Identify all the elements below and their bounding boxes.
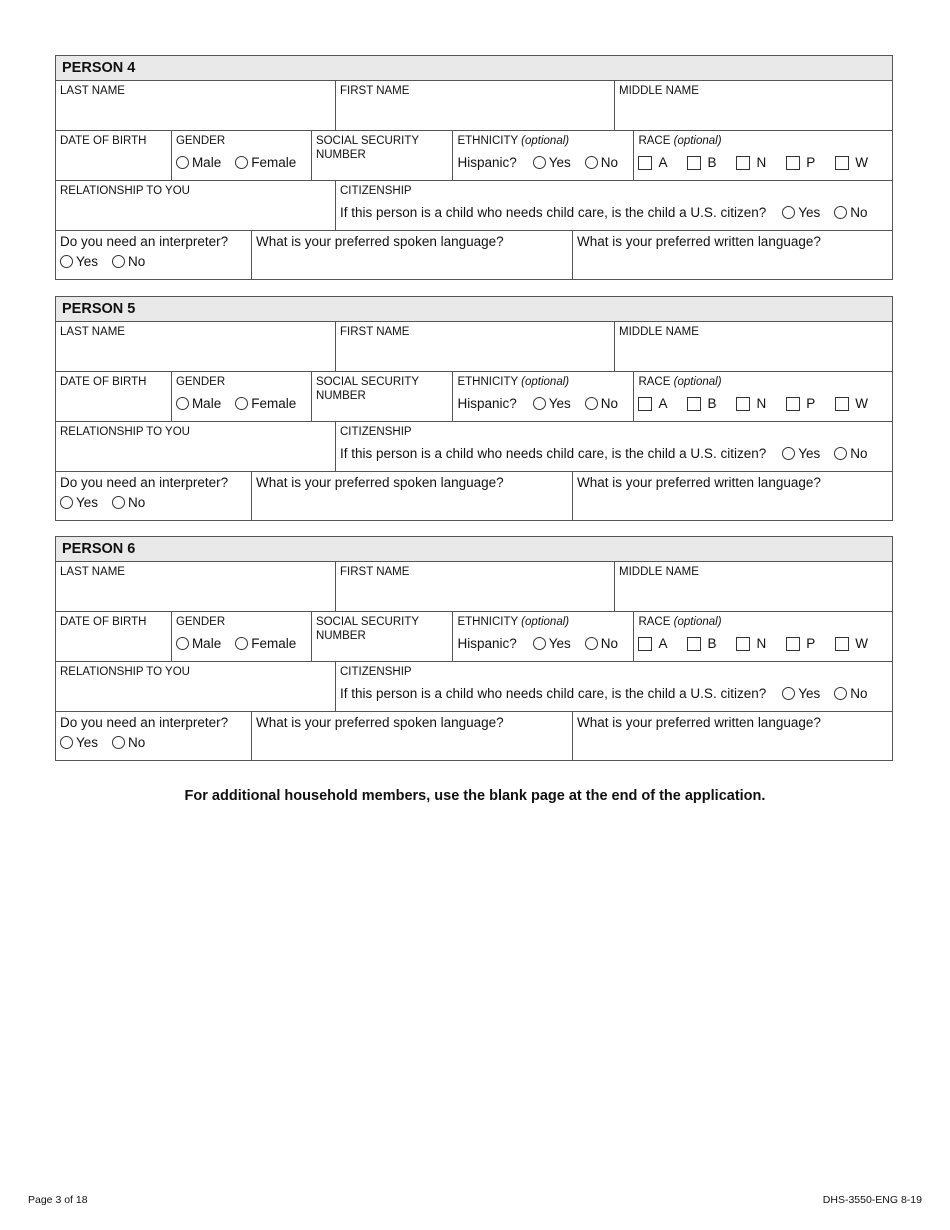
radio-icon[interactable] — [60, 255, 73, 268]
checkbox-icon[interactable] — [687, 156, 701, 170]
radio-icon[interactable] — [176, 156, 189, 169]
relationship-field[interactable] — [56, 422, 336, 471]
race-n-label: N — [756, 155, 767, 170]
written-language-field[interactable] — [573, 472, 892, 520]
race-option-b[interactable] — [687, 155, 716, 170]
ethnicity-label: ETHNICITY (optional) — [457, 135, 570, 147]
no-label: No — [600, 396, 619, 411]
radio-icon[interactable] — [533, 156, 546, 169]
radio-icon[interactable] — [834, 687, 847, 700]
gender-male-option[interactable] — [176, 155, 221, 170]
race-option-p[interactable] — [786, 396, 815, 411]
form-code: DHS-3550-ENG 8-19 — [822, 1194, 922, 1206]
race-option-a[interactable] — [638, 396, 667, 411]
hispanic-question: Hispanic? — [457, 396, 517, 411]
yes-label: Yes — [548, 155, 571, 170]
race-option-n[interactable] — [736, 155, 766, 170]
radio-icon[interactable] — [533, 637, 546, 650]
gender-female-label: Female — [251, 155, 297, 170]
spoken-language-question: What is your preferred spoken language? — [256, 715, 504, 730]
first-name-label: FIRST NAME — [340, 85, 410, 97]
radio-icon[interactable] — [176, 637, 189, 650]
race-option-w[interactable] — [835, 155, 868, 170]
radio-icon[interactable] — [60, 496, 73, 509]
interpreter-no-option[interactable] — [112, 254, 145, 269]
interpreter-yes-option[interactable] — [60, 735, 98, 750]
radio-icon[interactable] — [782, 206, 795, 219]
middle-name-label: MIDDLE NAME — [619, 85, 699, 97]
person-6-section — [55, 536, 893, 761]
race-label: RACE (optional) — [638, 616, 722, 628]
hispanic-yes-option[interactable] — [533, 396, 571, 411]
radio-icon[interactable] — [60, 736, 73, 749]
citizen-yes-option[interactable] — [782, 446, 820, 461]
checkbox-icon[interactable] — [736, 397, 750, 411]
gender-label: GENDER — [175, 376, 226, 388]
gender-field — [172, 612, 312, 661]
ethnicity-field — [453, 372, 634, 421]
citizen-no-option[interactable] — [834, 686, 867, 701]
spoken-language-field[interactable] — [252, 712, 573, 760]
ssn-label: SOCIAL SECURITY NUMBER — [315, 135, 419, 161]
relationship-label: RELATIONSHIP TO YOU — [60, 185, 190, 197]
race-a-label: A — [658, 396, 668, 411]
citizenship-question: If this person is a child who needs child care, is the child a U.S. citizen? — [340, 686, 767, 701]
interpreter-field — [56, 472, 252, 520]
gender-field — [172, 372, 312, 421]
interpreter-field — [56, 712, 252, 760]
race-option-b[interactable] — [687, 636, 716, 651]
additional-members-note: For additional household members, use the blank page at the end of the application. — [184, 788, 766, 804]
first-name-label: FIRST NAME — [340, 326, 410, 338]
radio-icon[interactable] — [782, 447, 795, 460]
middle-name-field[interactable] — [615, 81, 892, 130]
spoken-language-field[interactable] — [252, 472, 573, 520]
person-4-section — [55, 55, 893, 280]
ssn-field[interactable] — [312, 131, 454, 180]
gender-male-option[interactable] — [176, 636, 221, 651]
radio-icon[interactable] — [112, 736, 125, 749]
yes-label: Yes — [548, 636, 571, 651]
checkbox-icon[interactable] — [786, 637, 800, 651]
radio-icon[interactable] — [112, 496, 125, 509]
race-option-n[interactable] — [736, 636, 766, 651]
interpreter-no-option[interactable] — [112, 735, 145, 750]
race-p-label: P — [806, 396, 816, 411]
citizen-no-option[interactable] — [834, 446, 867, 461]
written-language-field[interactable] — [573, 712, 892, 760]
checkbox-icon[interactable] — [638, 637, 652, 651]
race-option-w[interactable] — [835, 636, 868, 651]
relationship-field[interactable] — [56, 662, 336, 711]
dob-field[interactable] — [56, 372, 172, 421]
race-option-p[interactable] — [786, 155, 815, 170]
no-label: No — [128, 495, 146, 510]
middle-name-field[interactable] — [615, 322, 892, 371]
radio-icon[interactable] — [834, 447, 847, 460]
yes-label: Yes — [798, 205, 821, 220]
dob-field[interactable] — [56, 612, 172, 661]
interpreter-no-option[interactable] — [112, 495, 145, 510]
gender-female-label: Female — [251, 636, 297, 651]
race-field — [634, 131, 892, 180]
hispanic-question: Hispanic? — [457, 636, 517, 651]
race-n-label: N — [756, 636, 767, 651]
hispanic-no-option[interactable] — [585, 155, 618, 170]
gender-male-label: Male — [191, 155, 222, 170]
last-name-field[interactable] — [56, 562, 336, 611]
citizenship-label: CITIZENSHIP — [340, 185, 412, 197]
gender-female-option[interactable] — [235, 155, 296, 170]
radio-icon[interactable] — [533, 397, 546, 410]
race-a-label: A — [658, 636, 668, 651]
checkbox-icon[interactable] — [736, 156, 750, 170]
first-name-field[interactable] — [336, 81, 615, 130]
citizenship-question: If this person is a child who needs child care, is the child a U.S. citizen? — [340, 205, 767, 220]
no-label: No — [600, 155, 619, 170]
checkbox-icon[interactable] — [835, 637, 849, 651]
radio-icon[interactable] — [235, 156, 248, 169]
citizenship-label: CITIZENSHIP — [340, 426, 412, 438]
race-option-p[interactable] — [786, 636, 815, 651]
spoken-language-question: What is your preferred spoken language? — [256, 475, 504, 490]
race-p-label: P — [806, 155, 816, 170]
last-name-label: LAST NAME — [60, 566, 125, 578]
spoken-language-question: What is your preferred spoken language? — [256, 234, 504, 249]
first-name-field[interactable] — [336, 322, 615, 371]
citizen-no-option[interactable] — [834, 205, 867, 220]
ssn-field[interactable] — [312, 612, 454, 661]
dob-field[interactable] — [56, 131, 172, 180]
dob-label: DATE OF BIRTH — [60, 616, 147, 628]
gender-female-option[interactable] — [235, 636, 296, 651]
checkbox-icon[interactable] — [687, 397, 701, 411]
checkbox-icon[interactable] — [835, 156, 849, 170]
written-language-question: What is your preferred written language? — [577, 715, 821, 730]
interpreter-question: Do you need an interpreter? — [60, 234, 229, 249]
checkbox-icon[interactable] — [638, 156, 652, 170]
race-w-label: W — [855, 155, 868, 170]
yes-label: Yes — [798, 446, 821, 461]
interpreter-yes-option[interactable] — [60, 254, 98, 269]
gender-male-label: Male — [191, 636, 222, 651]
ethnicity-field — [453, 131, 634, 180]
dob-label: DATE OF BIRTH — [60, 135, 147, 147]
race-p-label: P — [806, 636, 816, 651]
no-label: No — [128, 735, 146, 750]
radio-icon[interactable] — [585, 637, 598, 650]
ethnicity-label: ETHNICITY (optional) — [457, 376, 570, 388]
race-w-label: W — [855, 636, 868, 651]
ssn-field[interactable] — [312, 372, 454, 421]
radio-icon[interactable] — [834, 206, 847, 219]
person-5-section — [55, 296, 893, 521]
race-option-a[interactable] — [638, 155, 667, 170]
hispanic-no-option[interactable] — [585, 396, 618, 411]
interpreter-question: Do you need an interpreter? — [60, 715, 229, 730]
citizenship-field — [336, 662, 892, 711]
race-a-label: A — [658, 155, 668, 170]
middle-name-label: MIDDLE NAME — [619, 326, 699, 338]
race-n-label: N — [756, 396, 767, 411]
checkbox-icon[interactable] — [736, 637, 750, 651]
yes-label: Yes — [76, 735, 99, 750]
checkbox-icon[interactable] — [687, 637, 701, 651]
yes-label: Yes — [76, 495, 99, 510]
spoken-language-field[interactable] — [252, 231, 573, 279]
radio-icon[interactable] — [235, 397, 248, 410]
no-label: No — [850, 205, 868, 220]
interpreter-question: Do you need an interpreter? — [60, 475, 229, 490]
gender-field — [172, 131, 312, 180]
person-title: PERSON 5 — [56, 297, 892, 322]
checkbox-icon[interactable] — [835, 397, 849, 411]
last-name-field[interactable] — [56, 322, 336, 371]
middle-name-field[interactable] — [615, 562, 892, 611]
race-w-label: W — [855, 396, 868, 411]
gender-female-label: Female — [251, 396, 297, 411]
radio-icon[interactable] — [782, 687, 795, 700]
no-label: No — [850, 686, 868, 701]
gender-label: GENDER — [175, 135, 226, 147]
ssn-label: SOCIAL SECURITY NUMBER — [315, 616, 419, 642]
radio-icon[interactable] — [176, 397, 189, 410]
yes-label: Yes — [548, 396, 571, 411]
yes-label: Yes — [798, 686, 821, 701]
middle-name-label: MIDDLE NAME — [619, 566, 699, 578]
person-title: PERSON 4 — [56, 56, 892, 81]
relationship-field[interactable] — [56, 181, 336, 230]
ethnicity-field — [453, 612, 634, 661]
last-name-label: LAST NAME — [60, 326, 125, 338]
written-language-question: What is your preferred written language? — [577, 475, 821, 490]
gender-label: GENDER — [175, 616, 226, 628]
ssn-label: SOCIAL SECURITY NUMBER — [315, 376, 419, 402]
radio-icon[interactable] — [112, 255, 125, 268]
citizen-yes-option[interactable] — [782, 205, 820, 220]
hispanic-yes-option[interactable] — [533, 636, 571, 651]
hispanic-yes-option[interactable] — [533, 155, 571, 170]
race-option-n[interactable] — [736, 396, 766, 411]
radio-icon[interactable] — [585, 397, 598, 410]
race-b-label: B — [707, 396, 717, 411]
checkbox-icon[interactable] — [786, 397, 800, 411]
citizenship-field — [336, 422, 892, 471]
race-option-b[interactable] — [687, 396, 716, 411]
citizen-yes-option[interactable] — [782, 686, 820, 701]
yes-label: Yes — [76, 254, 99, 269]
checkbox-icon[interactable] — [638, 397, 652, 411]
citizenship-field — [336, 181, 892, 230]
race-label: RACE (optional) — [638, 135, 722, 147]
dob-label: DATE OF BIRTH — [60, 376, 147, 388]
interpreter-field — [56, 231, 252, 279]
race-b-label: B — [707, 636, 717, 651]
citizenship-question: If this person is a child who needs child care, is the child a U.S. citizen? — [340, 446, 767, 461]
race-field — [634, 372, 892, 421]
race-b-label: B — [707, 155, 717, 170]
citizenship-label: CITIZENSHIP — [340, 666, 412, 678]
first-name-label: FIRST NAME — [340, 566, 410, 578]
hispanic-no-option[interactable] — [585, 636, 618, 651]
checkbox-icon[interactable] — [786, 156, 800, 170]
page-number: Page 3 of 18 — [28, 1194, 88, 1206]
written-language-field[interactable] — [573, 231, 892, 279]
relationship-label: RELATIONSHIP TO YOU — [60, 426, 190, 438]
hispanic-question: Hispanic? — [457, 155, 517, 170]
gender-male-option[interactable] — [176, 396, 221, 411]
radio-icon[interactable] — [585, 156, 598, 169]
ethnicity-label: ETHNICITY (optional) — [457, 616, 570, 628]
person-title: PERSON 6 — [56, 537, 892, 562]
first-name-field[interactable] — [336, 562, 615, 611]
gender-male-label: Male — [191, 396, 222, 411]
no-label: No — [850, 446, 868, 461]
relationship-label: RELATIONSHIP TO YOU — [60, 666, 190, 678]
last-name-label: LAST NAME — [60, 85, 125, 97]
interpreter-yes-option[interactable] — [60, 495, 98, 510]
no-label: No — [128, 254, 146, 269]
race-field — [634, 612, 892, 661]
written-language-question: What is your preferred written language? — [577, 234, 821, 249]
race-option-w[interactable] — [835, 396, 868, 411]
last-name-field[interactable] — [56, 81, 336, 130]
race-option-a[interactable] — [638, 636, 667, 651]
no-label: No — [600, 636, 619, 651]
radio-icon[interactable] — [235, 637, 248, 650]
race-label: RACE (optional) — [638, 376, 722, 388]
gender-female-option[interactable] — [235, 396, 296, 411]
